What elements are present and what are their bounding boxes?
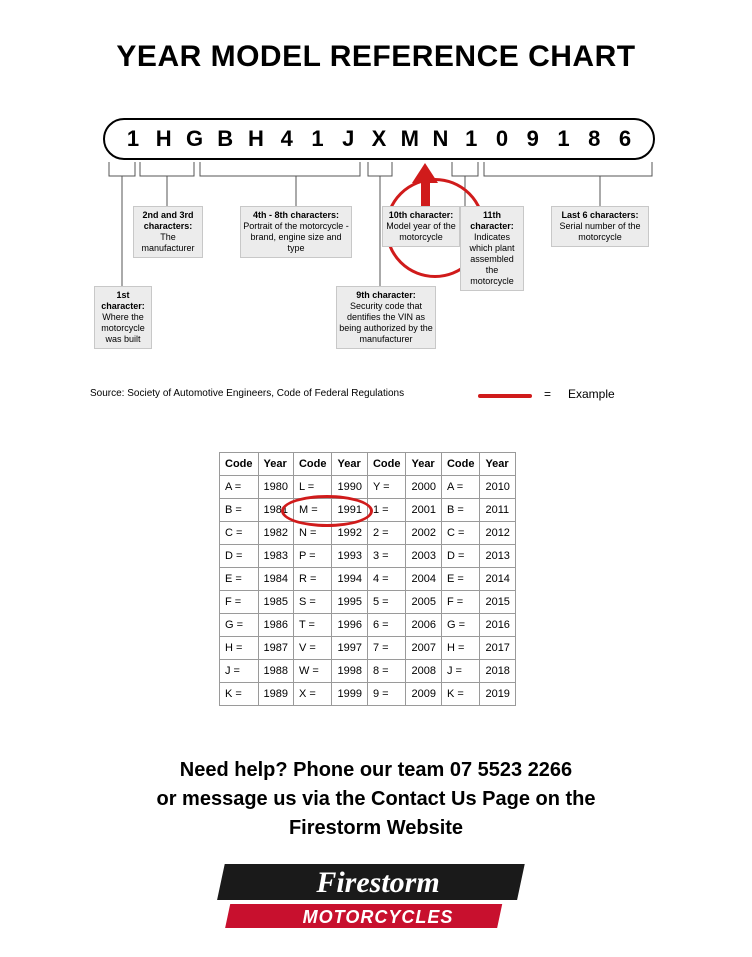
cell-code: 2 = <box>367 522 406 545</box>
callout-heading: 9th character: <box>356 290 416 300</box>
cell-year: 2008 <box>406 660 441 683</box>
cell-code: Y = <box>367 476 406 499</box>
vin-character: X <box>371 126 387 151</box>
cell-year: 2018 <box>480 660 515 683</box>
logo-subwordmark: MOTORCYCLES <box>302 907 454 927</box>
callout-body: Indicates which plant assembled the motorcycle <box>469 232 515 286</box>
year-code-table <box>219 452 516 706</box>
vin-character: 6 <box>618 126 632 151</box>
vin-character: 1 <box>311 126 324 151</box>
cell-code: R = <box>293 568 332 591</box>
column-header: Code <box>441 453 480 476</box>
cell-code: A = <box>441 476 480 499</box>
cell-code: J = <box>220 660 259 683</box>
vin-character: 9 <box>526 126 539 151</box>
contact-line-2: or message us via the Contact Us Page on the <box>156 788 596 810</box>
cell-year: 1980 <box>258 476 293 499</box>
cell-code: L = <box>293 476 332 499</box>
contact-message <box>0 756 752 843</box>
vin-character: 1 <box>557 126 570 151</box>
cell-code: B = <box>220 499 259 522</box>
table-row <box>220 637 516 660</box>
table-header-row <box>220 453 516 476</box>
contact-line-3: Firestorm Website <box>288 817 464 839</box>
cell-code: 8 = <box>367 660 406 683</box>
cell-year: 1995 <box>332 591 367 614</box>
cell-code: F = <box>441 591 480 614</box>
cell-code: 3 = <box>367 545 406 568</box>
callout-heading: 4th - 8th characters: <box>252 210 340 220</box>
column-header: Year <box>406 453 441 476</box>
cell-code: P = <box>293 545 332 568</box>
cell-year: 2011 <box>480 499 515 522</box>
cell-year: 1990 <box>332 476 367 499</box>
vin-character: 1 <box>126 126 140 151</box>
callout-fourth-eighth-characters <box>240 206 352 258</box>
cell-year: 2009 <box>406 683 441 706</box>
firestorm-motorcycles-logo <box>196 858 556 936</box>
cell-code: B = <box>441 499 480 522</box>
vin-character: 1 <box>465 126 478 151</box>
cell-code: F = <box>220 591 259 614</box>
cell-code: E = <box>441 568 480 591</box>
callout-body: Security code that dentifies the VIN as being authorized by the manufacturer <box>339 301 433 344</box>
column-header: Year <box>258 453 293 476</box>
cell-code: S = <box>293 591 332 614</box>
cell-year: 2017 <box>480 637 515 660</box>
cell-code: D = <box>441 545 480 568</box>
callout-body: Portrait of the motorcycle - brand, engine size and type <box>243 221 349 253</box>
cell-year: 1986 <box>258 614 293 637</box>
callout-first-character <box>94 286 152 349</box>
vin-character: B <box>217 126 234 151</box>
cell-year: 1993 <box>332 545 367 568</box>
cell-code: W = <box>293 660 332 683</box>
column-header: Code <box>293 453 332 476</box>
column-header: Code <box>220 453 259 476</box>
table-row <box>220 614 516 637</box>
cell-year: 1988 <box>258 660 293 683</box>
callout-body: The manufacturer <box>141 232 195 253</box>
cell-code: E = <box>220 568 259 591</box>
cell-year: 2002 <box>406 522 441 545</box>
contact-line-1: Need help? Phone our team 07 5523 2266 <box>179 759 573 781</box>
cell-year: 1996 <box>332 614 367 637</box>
cell-code: A = <box>220 476 259 499</box>
cell-code: K = <box>441 683 480 706</box>
cell-year: 2007 <box>406 637 441 660</box>
vin-character: J <box>342 126 355 151</box>
vin-character: H <box>155 126 172 151</box>
vin-character: H <box>248 126 264 151</box>
cell-code: T = <box>293 614 332 637</box>
cell-code: N = <box>293 522 332 545</box>
callout-body: Where the motorcycle was built <box>101 312 145 344</box>
callout-heading: 2nd and 3rd characters: <box>142 210 194 231</box>
cell-year: 2003 <box>406 545 441 568</box>
cell-year: 2001 <box>406 499 441 522</box>
table-row <box>220 522 516 545</box>
callout-second-third-characters <box>133 206 203 258</box>
cell-year: 1985 <box>258 591 293 614</box>
table-row <box>220 683 516 706</box>
cell-year: 1984 <box>258 568 293 591</box>
source-note: Source: Society of Automotive Engineers, Code of Federal Regulations <box>90 388 405 399</box>
table-row <box>220 499 516 522</box>
cell-year: 2013 <box>480 545 515 568</box>
cell-year: 2014 <box>480 568 515 591</box>
cell-year: 2016 <box>480 614 515 637</box>
cell-year: 1982 <box>258 522 293 545</box>
cell-code: 9 = <box>367 683 406 706</box>
cell-year: 2012 <box>480 522 515 545</box>
cell-code: D = <box>220 545 259 568</box>
cell-code: 7 = <box>367 637 406 660</box>
cell-code: H = <box>441 637 480 660</box>
vin-character: 0 <box>495 126 509 151</box>
cell-year: 1994 <box>332 568 367 591</box>
year-code-table-wrapper <box>219 452 516 706</box>
vin-character: G <box>185 126 204 151</box>
cell-year: 2010 <box>480 476 515 499</box>
logo-wordmark: Firestorm <box>316 866 440 899</box>
cell-year: 1998 <box>332 660 367 683</box>
table-row <box>220 591 516 614</box>
vin-character: N <box>432 126 449 151</box>
cell-year: 1981 <box>258 499 293 522</box>
vin-character: 4 <box>280 126 293 151</box>
legend-example-dash-icon <box>478 394 532 398</box>
cell-year: 1992 <box>332 522 367 545</box>
callout-ninth-character <box>336 286 436 349</box>
cell-code: K = <box>220 683 259 706</box>
legend-equals-sign: = <box>544 387 552 401</box>
cell-year: 2019 <box>480 683 515 706</box>
cell-year: 1987 <box>258 637 293 660</box>
cell-code: C = <box>441 522 480 545</box>
callout-heading: 10th character: <box>388 210 454 220</box>
cell-year: 2006 <box>406 614 441 637</box>
table-row <box>220 545 516 568</box>
cell-year: 1989 <box>258 683 293 706</box>
cell-code: J = <box>441 660 480 683</box>
cell-year: 2000 <box>406 476 441 499</box>
vin-character: M <box>400 126 419 151</box>
page-title: YEAR MODEL REFERENCE CHART <box>116 40 636 73</box>
cell-code: 6 = <box>367 614 406 637</box>
cell-code: G = <box>441 614 480 637</box>
cell-code: H = <box>220 637 259 660</box>
cell-code: X = <box>293 683 332 706</box>
vin-character: 8 <box>588 126 601 151</box>
callout-heading: 11th character: <box>470 210 514 231</box>
table-row <box>220 476 516 499</box>
cell-year: 1991 <box>332 499 367 522</box>
cell-year: 2005 <box>406 591 441 614</box>
red-arrow-head-icon <box>412 163 438 183</box>
cell-code: C = <box>220 522 259 545</box>
callout-body: Serial number of the motorcycle <box>559 221 641 242</box>
callout-heading: Last 6 characters: <box>561 210 639 220</box>
cell-year: 1983 <box>258 545 293 568</box>
cell-code: 5 = <box>367 591 406 614</box>
cell-year: 2004 <box>406 568 441 591</box>
legend-example-label: Example <box>568 387 615 401</box>
cell-code: V = <box>293 637 332 660</box>
cell-code: 4 = <box>367 568 406 591</box>
column-header: Year <box>480 453 515 476</box>
callout-heading: 1st character: <box>101 290 145 311</box>
callout-last-six-characters <box>551 206 649 247</box>
cell-code: M = <box>293 499 332 522</box>
callout-eleventh-character <box>460 206 524 291</box>
cell-code: G = <box>220 614 259 637</box>
table-row <box>220 660 516 683</box>
column-header: Code <box>367 453 406 476</box>
cell-code: 1 = <box>367 499 406 522</box>
table-row <box>220 568 516 591</box>
cell-year: 1997 <box>332 637 367 660</box>
column-header: Year <box>332 453 367 476</box>
vin-capsule <box>103 118 655 160</box>
callout-body: Model year of the motorcycle <box>386 221 456 242</box>
cell-year: 2015 <box>480 591 515 614</box>
callout-tenth-character <box>382 206 460 247</box>
cell-year: 1999 <box>332 683 367 706</box>
